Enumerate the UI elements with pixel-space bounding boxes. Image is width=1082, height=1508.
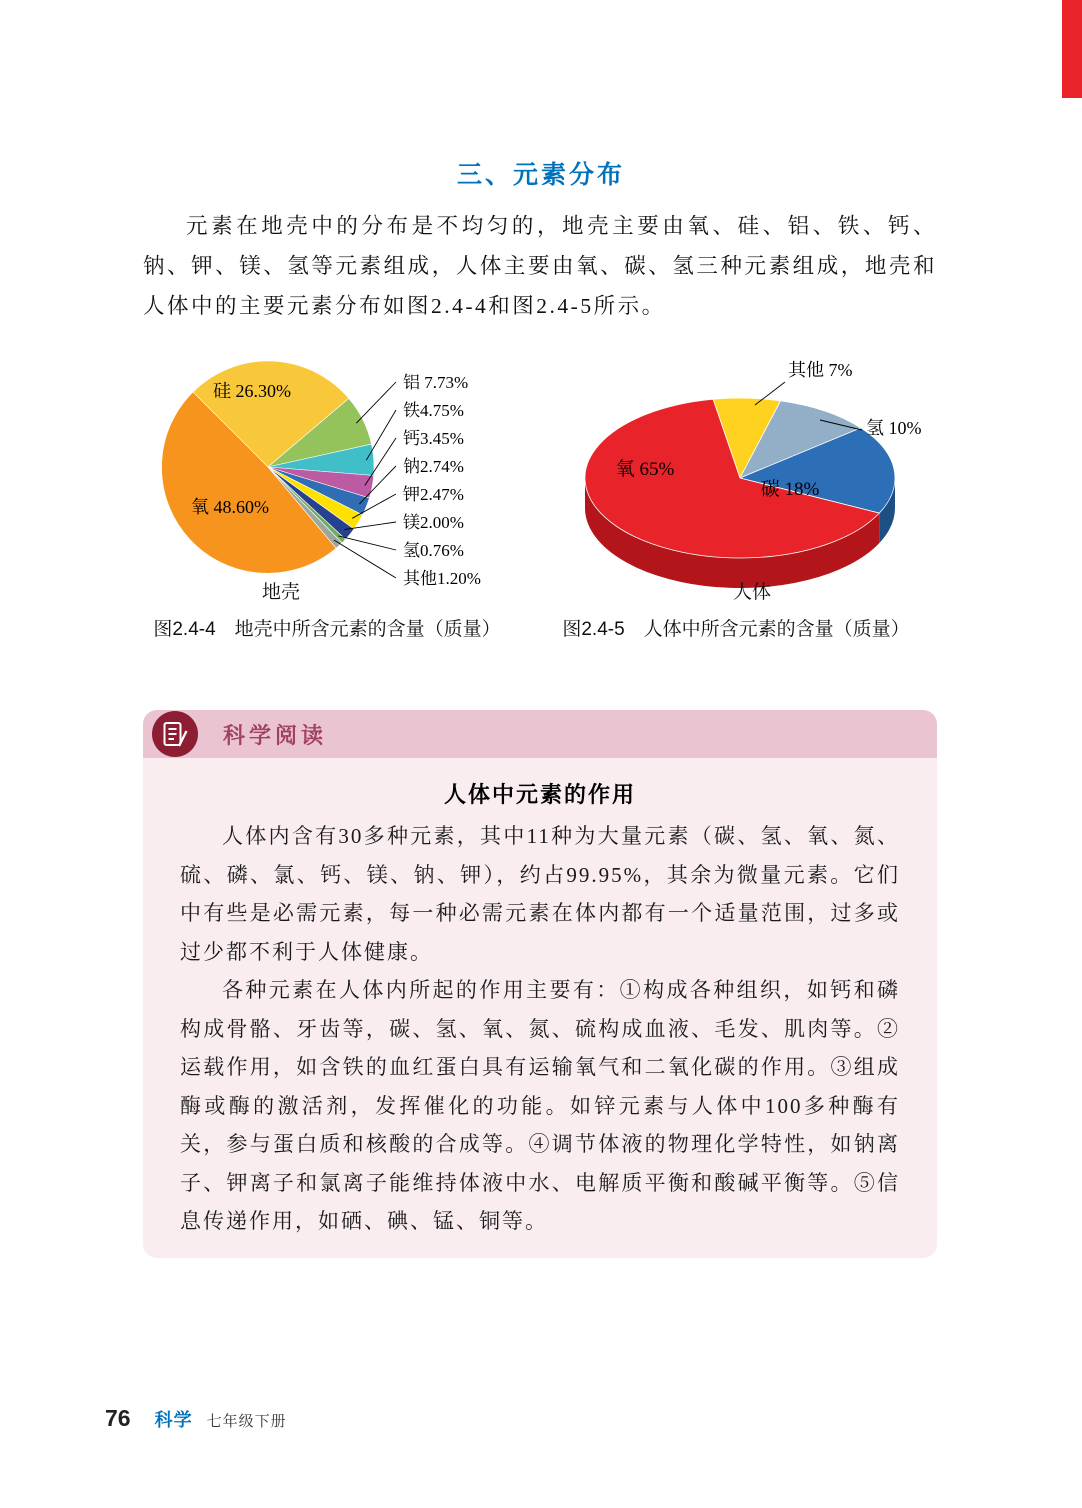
leader-line-铝 bbox=[356, 382, 396, 423]
slice-label-钾: 钾2.47% bbox=[403, 485, 464, 504]
chapter-edge-marker bbox=[1062, 0, 1082, 98]
page-number: 76 bbox=[105, 1405, 131, 1431]
slice-label-氧: 氧 65% bbox=[615, 459, 675, 480]
slice-label-钠: 钠2.74% bbox=[403, 457, 464, 476]
slice-label-镁: 镁2.00% bbox=[403, 513, 464, 532]
figures-row bbox=[0, 350, 1082, 660]
slice-label-氢: 氢 10% bbox=[866, 418, 922, 438]
clipboard-icon bbox=[152, 711, 198, 757]
slice-label-钙: 钙3.45% bbox=[403, 429, 464, 448]
figure-caption: 图2.4-5 人体中所含元素的含量（质量） bbox=[562, 619, 910, 640]
slice-label-铝: 铝 7.73% bbox=[403, 373, 469, 392]
page-footer bbox=[105, 1405, 287, 1432]
leader-line-其他 bbox=[334, 540, 396, 578]
science-reading-label: 科学阅读 bbox=[223, 722, 328, 748]
figure-caption: 图2.4-4 地壳中所含元素的含量（质量） bbox=[153, 619, 501, 640]
pie-footnote-label: 地壳 bbox=[261, 582, 301, 603]
leader-line-铁 bbox=[366, 410, 396, 460]
reading-paragraph-2: 各种元素在人体内所起的作用主要有：①构成各种组织，如钙和磷构成骨骼、牙齿等，碳、氢、氧、氮、硫构成血液、毛发、肌肉等。②运载作用，如含铁的血红蛋白具有运输氧气和二氧化碳的作用。③组成酶或酶的激活剂，发挥催化的功能。如锌元素与人体中100多种酶有关，参与蛋白质和核酸的合成等。④调节体液的物理化学特性，如钠离子、钾离子和氯离子能维持体液中水、电解质平衡和酸碱平衡等。⑤信息传递作用，如硒、碘、锰、铜等。 bbox=[180, 978, 900, 1233]
science-reading-box bbox=[143, 710, 937, 1258]
clipboard-icon-glyph bbox=[162, 720, 188, 748]
human-body-pie-chart bbox=[540, 350, 1020, 660]
section-title: 三、元素分布 bbox=[456, 161, 625, 189]
slice-label-氧: 氧 48.60% bbox=[191, 497, 269, 517]
crust-pie-chart bbox=[100, 350, 530, 660]
slice-label-碳: 碳 18% bbox=[760, 479, 820, 500]
intro-paragraph: 元素在地壳中的分布是不均匀的，地壳主要由氧、硅、铝、铁、钙、钠、钾、镁、氢等元素组成，人体主要由氧、碳、氢三种元素组成，地壳和人体中的主要元素分布如图2.4-4和图2.4-5所示。 bbox=[143, 214, 937, 318]
science-reading-header bbox=[143, 710, 937, 758]
footer-volume: 七年级下册 bbox=[206, 1413, 287, 1430]
reading-paragraph-1: 人体内含有30多种元素，其中11种为大量元素（碳、氢、氧、氮、硫、磷、氯、钙、镁、钠、钾），约占99.95%，其余为微量元素。它们中有些是必需元素，每一种必需元素在体内都有一个适量范围，过多或过少都不利于人体健康。 bbox=[180, 824, 900, 964]
reading-title: 人体中元素的作用 bbox=[443, 782, 636, 807]
slice-label-硅: 硅 26.30% bbox=[213, 381, 291, 401]
slice-label-氢: 氢0.76% bbox=[403, 541, 464, 560]
slice-label-铁: 铁4.75% bbox=[403, 401, 464, 420]
slice-label-其他: 其他 7% bbox=[788, 360, 853, 380]
pie-footnote-label: 人体 bbox=[732, 582, 772, 603]
footer-subject: 科学 bbox=[154, 1410, 193, 1430]
slice-label-其他: 其他1.20% bbox=[403, 569, 481, 588]
